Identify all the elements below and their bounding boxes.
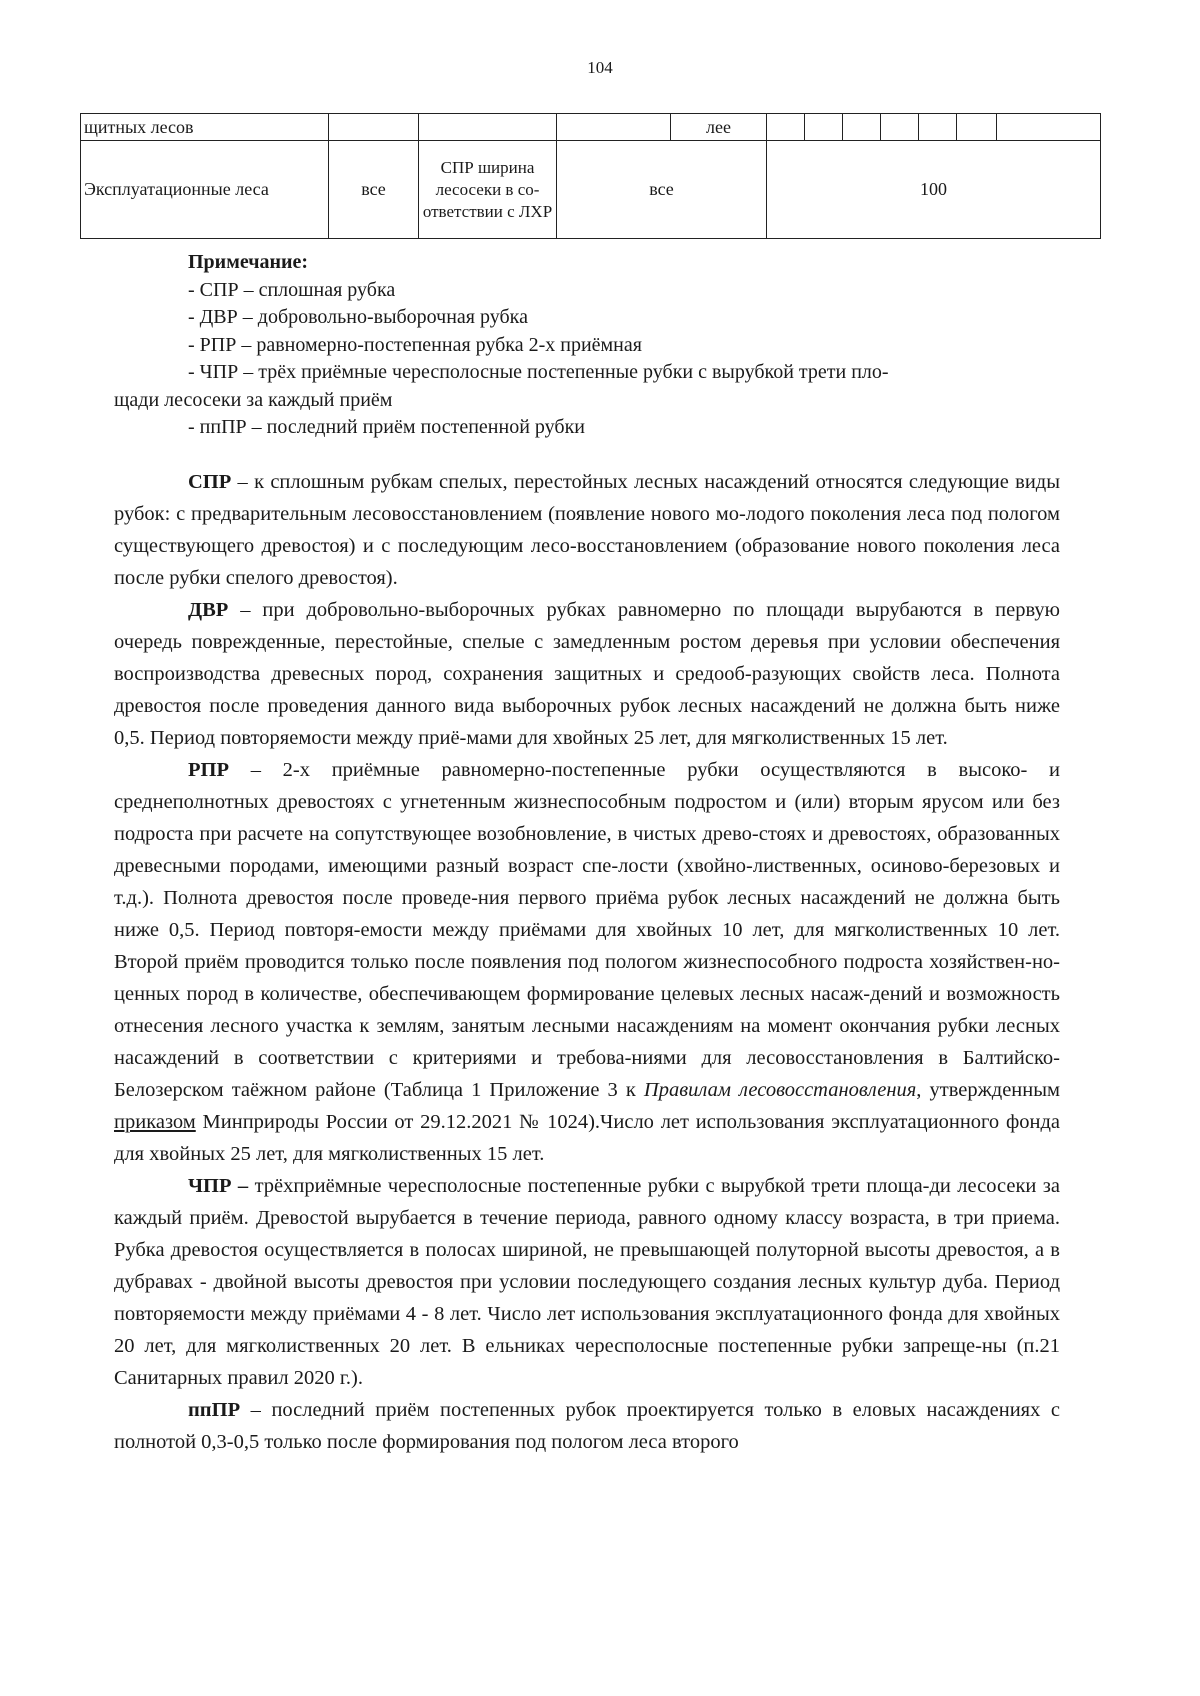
table-row xyxy=(81,141,1101,239)
term: ЧПР – xyxy=(188,1175,249,1197)
table-cell: 100 xyxy=(767,141,1101,239)
note-item: - РПР – равномерно-постепенная рубка 2-х приёмная xyxy=(188,333,642,356)
paragraph-text: – последний приём постепенных рубок проектируется только в еловых насаждениях с полнотой 0,3-0,5 только после формирования под пологом леса второго xyxy=(114,1399,1060,1453)
paragraph-text: Минприроды России от 29.12.2021 № 1024).Число лет использования эксплуатационного фонда для хвойных 25 лет, для мягколиственных 15 лет. xyxy=(114,1111,1060,1165)
paragraph-rpr xyxy=(114,754,1060,1170)
note-item: - ппПР – последний приём постепенной рубки xyxy=(188,416,585,438)
note-item: - ЧПР – трёх приёмные чересполосные постепенные рубки с вырубкой трети пло- xyxy=(188,361,889,383)
note-item: - ДВР – добровольно-выборочная рубка xyxy=(188,306,528,328)
paragraph-text: – 2-х приёмные равномерно-постепенные рубки осуществляются в высоко- и среднеполнотных древостоях с угнетенным жизнеспособным подростом и (или) вторым ярусом или без подроста при расчете на сопутствующее возобновление, в чистых древо-стоях и древостоях, образованных древесными породами, имеющими разный возраст спе-лости (хвойно-лиственных, осиново-березовых и т.д.). Полнота древостоя после проведе-ния первого приёма рубок лесных насаждений не должна быть ниже 0,5. Период повторя-емости между приёмами для хвойных 10 лет, для мягколиственных 10 лет. Второй приём проводится только после появления под пологом жизнеспособного подроста хозяйствен-но-ценных пород в количестве, обеспечивающем формирование целевых лесных насаж-дений и возможность отнесения лесного участка к землям, занятым лесными насаждениям на момент окончания рубки лесных насаждений в соответствии с критериями и требова-ниями для лесовосстановления в Балтийско-Белозерском таёжном районе (Таблица 1 Приложение 3 к xyxy=(114,759,1060,1101)
note-item: - СПР – сплошная рубка xyxy=(188,278,396,301)
table-cell: Эксплуатационные леса xyxy=(81,141,329,239)
table-cell xyxy=(919,114,957,141)
paragraph-chpr xyxy=(114,1170,1060,1394)
term: ДВР xyxy=(188,599,229,621)
table-cell xyxy=(767,114,805,141)
italic-reference: Правилам лесовосстановления xyxy=(643,1079,917,1101)
paragraph-text: – к сплошным рубкам спелых, перестойных лесных насаждений относятся следующие виды рубок: с предварительным лесовосстановлением (появление нового мо-лодого поколения леса под пологом существующего древостоя) и с последующим лесо-восстановлением (образование нового поколения леса после рубки спелого древостоя). xyxy=(114,471,1060,589)
paragraph-dvr xyxy=(114,594,1060,754)
table-row xyxy=(81,114,1101,141)
paragraph-text: трёхприёмные чересполосные постепенные рубки с вырубкой трети площа-ди лесосеки за каждый приём. Древостой вырубается в течение периода, равного одному классу возраста, в три приема. Рубка древостоя осуществляется в полосах шириной, не превышающей полуторной высоты древостоя, а в дубравах - двойной высоты древостоя при условии последующего создания лесных культур дуба. Период повторяемости между приёмами 4 - 8 лет. Число лет использования эксплуатационного фонда для хвойных 20 лет, для мягколиственных 20 лет. В ельниках чересполосные постепенные рубки запреще-ны (п.21 Санитарных правил 2020 г.). xyxy=(114,1175,1060,1389)
table-cell xyxy=(419,114,557,141)
paragraph-pppr xyxy=(114,1394,1060,1458)
note-item: щади лесосеки за каждый приём xyxy=(114,388,393,411)
table-cell: СПР ширина лесосеки в со-ответствии с ЛХР xyxy=(419,141,557,239)
notes-block xyxy=(114,249,1088,442)
table-cell xyxy=(329,114,419,141)
term: РПР xyxy=(188,759,229,781)
order-link[interactable]: приказом xyxy=(114,1111,196,1133)
page-number: 104 xyxy=(587,58,613,77)
table-cell xyxy=(957,114,997,141)
table-cell: все xyxy=(557,141,767,239)
paragraph-text: – при добровольно-выборочных рубках равномерно по площади вырубаются в первую очередь поврежденные, перестойные, спелые с замедленным ростом деревья при условии обеспечения воспроизводства древесных пород, сохранения защитных и средооб-разующих свойств леса. Полнота древостоя после проведения данного вида выборочных рубок лесных насаждений не должна быть ниже 0,5. Период повторяемости между приё-мами для хвойных 25 лет, для мягколиственных 15 лет. xyxy=(114,599,1060,749)
table-cell xyxy=(997,114,1101,141)
body-text xyxy=(114,466,1060,1458)
term: ппПР xyxy=(188,1399,241,1421)
table-cell: лее xyxy=(671,114,767,141)
table-cell xyxy=(881,114,919,141)
paragraph-spr xyxy=(114,466,1060,594)
table-cell xyxy=(805,114,843,141)
term: СПР xyxy=(188,471,232,493)
table-cell: все xyxy=(329,141,419,239)
notes-title: Примечание: xyxy=(188,251,309,273)
table-cell xyxy=(557,114,671,141)
table-cell: щитных лесов xyxy=(81,114,329,141)
table-cell xyxy=(843,114,881,141)
forest-table xyxy=(80,113,1101,239)
paragraph-text: , утвержденным xyxy=(916,1079,1060,1101)
